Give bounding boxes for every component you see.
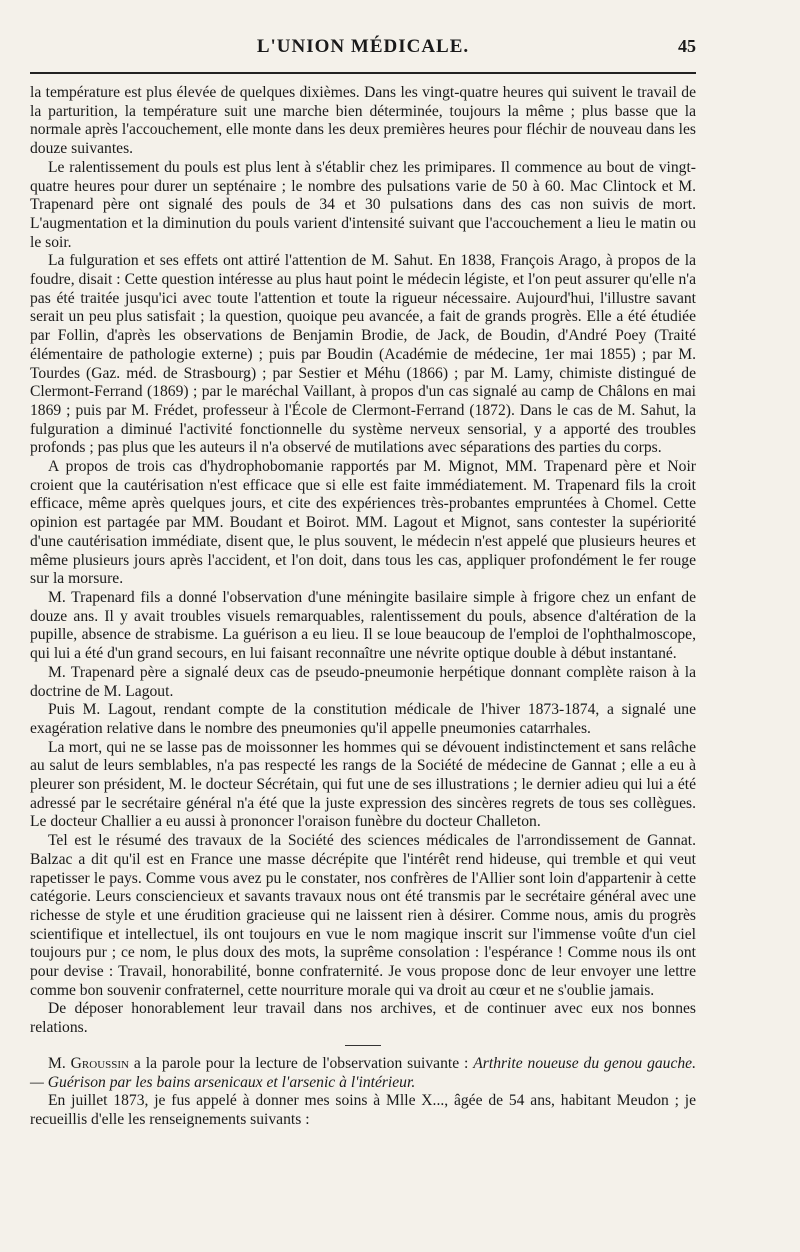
paragraph: Tel est le résumé des travaux de la Société des sciences médicales de l'arrondissement de Gannat. Balzac a dit qu'il est en France une masse décrépite que l'intérêt rend hideuse, qui tremble et qui veut rapetisser le pays. Comme vous avez pu le constater, nos confrères de l'Allier sont loin d'appartenir à cette catégorie. Leurs consciencieux et savants travaux nous ont été transmis par le secrétaire général avec une richesse de style et une érudition gracieuse qui ne laissent rien à désirer. Comme nous, amis du progrès scientifique et intellectuel, ils ont toujours en vue le nom magique inscrit sur l'immense voûte d'un ciel toujours pur ; ce nom, le plus doux des mots, la suprême consolation : l'espérance ! Comme nous ils ont pour devise : Travail, honorabilité, bonne confraternité. Je vous propose donc de leur envoyer une lettre comme bon souvenir confraternel, cette nourriture morale qui va droit au cœur et ne s'oublie jamais. (30, 832, 696, 999)
section-separator (345, 1045, 381, 1046)
observation-intro (30, 1055, 696, 1092)
paragraph: La mort, qui ne se lasse pas de moissonner les hommes qui se dévouent indistinctement et sans relâche au salut de leurs semblables, n'a pas respecté les rangs de la Société de médecine de Gannat ; elle a eu à pleurer son président, M. le docteur Sécrétain, qui fut une de ses illustrations ; le dernier adieu qui lui a été adressé par le secrétaire général n'a été que la juste expression des sincères regrets de tous ses collègues. Le docteur Challier a eu aussi à prononcer l'oraison funèbre du docteur Challeton. (30, 738, 696, 831)
paragraph: De déposer honorablement leur travail dans nos archives, et de continuer avec eux nos bonnes relations. (30, 1000, 696, 1037)
paragraph: Le ralentissement du pouls est plus lent à s'établir chez les primipares. Il commence au bout de vingt-quatre heures pour durer un septénaire ; le nombre des pulsations varie de 50 à 60. Mac Clintock et M. Trapenard père ont signalé des pouls de 34 et 30 pulsations dans des cas non suivis de mort. L'augmentation et la diminution du pouls varient d'intensité suivant que l'accouchement a lieu le matin ou le soir. (30, 158, 696, 251)
intro-text: a la parole pour la lecture de l'observation suivante : (129, 1054, 474, 1072)
page-header (30, 36, 696, 64)
observation-title: Arthrite noueuse du genou gauche. — Guérison par les bains arsenicaux et l'arsenic à l'intérieur. (30, 1054, 696, 1091)
header-rule (30, 72, 696, 74)
journal-title: L'UNION MÉDICALE. (256, 36, 470, 57)
paragraph: M. Trapenard père a signalé deux cas de pseudo-pneumonie herpétique donnant complète raison à la doctrine de M. Lagout. (30, 663, 696, 700)
paragraph: En juillet 1873, je fus appelé à donner mes soins à Mlle X..., âgée de 54 ans, habitant Meudon ; je recueillis d'elle les renseignements suivants : (30, 1092, 696, 1128)
paragraph: A propos de trois cas d'hydrophobomanie rapportés par M. Mignot, MM. Trapenard père et Noir croient que la cautérisation n'est efficace que si elle est faite immédiatement. M. Trapenard fils la croit efficace, même après quelques jours, et cite des expériences très-probantes empruntées à Chomel. Cette opinion est partagée par MM. Boudant et Boirot. MM. Lagout et Mignot, sans contester la supériorité d'une cautérisation immédiate, disent que, le plus souvent, le médecin n'est appelé que plusieurs heures et même plusieurs jours après l'accident, et l'on doit, dans tous les cas, appliquer profondément le fer rouge sur la morsure. (30, 458, 696, 588)
speaker-name: M. Groussin (48, 1054, 129, 1072)
paragraph: la température est plus élevée de quelques dixièmes. Dans les vingt-quatre heures qui suivent le travail de la parturition, la température suit une marche bien déterminée, toujours la même ; plus basse que la normale après l'accouchement, elle monte dans les deux premières heures pour fléchir de nouveau dans les douze suivantes. (30, 84, 696, 158)
article-body (30, 84, 696, 1130)
paragraph: M. Trapenard fils a donné l'observation d'une méningite basilaire simple à frigore chez un enfant de douze ans. Il y avait troubles visuels remarquables, ralentissement du pouls, absence d'altération de la pupille, absence de strabisme. La guérison a eu lieu. Il se loue beaucoup de l'emploi de l'ophthalmoscope, qui lui a été d'un grand secours, en lui faisant reconnaître une névrite optique double à début instantané. (30, 588, 696, 663)
paragraph: La fulguration et ses effets ont attiré l'attention de M. Sahut. En 1838, François Arago, à propos de la foudre, disait : Cette question intéresse au plus haut point le médecin légiste, et l'on peut assurer qu'elle n'a pas été traitée jusqu'ici avec toute l'attention et toute la rigueur nécessaire. Aujourd'hui, l'illustre savant serait un peu plus satisfait ; la question, quoique peu avancée, a fait de grands progrès. Elle a été étudiée par Follin, d'après les observations de Benjamin Brodie, de Jack, de Boudin, d'André Poey (Traité élémentaire de pathologie externe) ; puis par Boudin (Académie de médecine, 1er mai 1855) ; par M. Tourdes (Gaz. méd. de Strasbourg) ; par Sestier et Méhu (1866) ; par M. Lamy, chimiste distingué de Clermont-Ferrand (1869) ; par le maréchal Vaillant, à propos d'un cas signalé au camp de Châlons en mai 1869 ; puis par M. Frédet, professeur à l'École de Clermont-Ferrand (1872). Dans le cas de M. Sahut, la fulguration a diminué l'activité fonctionnelle du système nerveux sensorial, y a apporté des troubles profonds ; pas plus que les auteurs il n'a observé de mutilations avec séparations des parties du corps. (30, 252, 696, 457)
paragraph: Puis M. Lagout, rendant compte de la constitution médicale de l'hiver 1873-1874, a signalé une exagération relative dans le nombre des pneumonies qu'il appelle pneumonies catarrhales. (30, 701, 696, 737)
page-number: 45 (678, 36, 696, 56)
